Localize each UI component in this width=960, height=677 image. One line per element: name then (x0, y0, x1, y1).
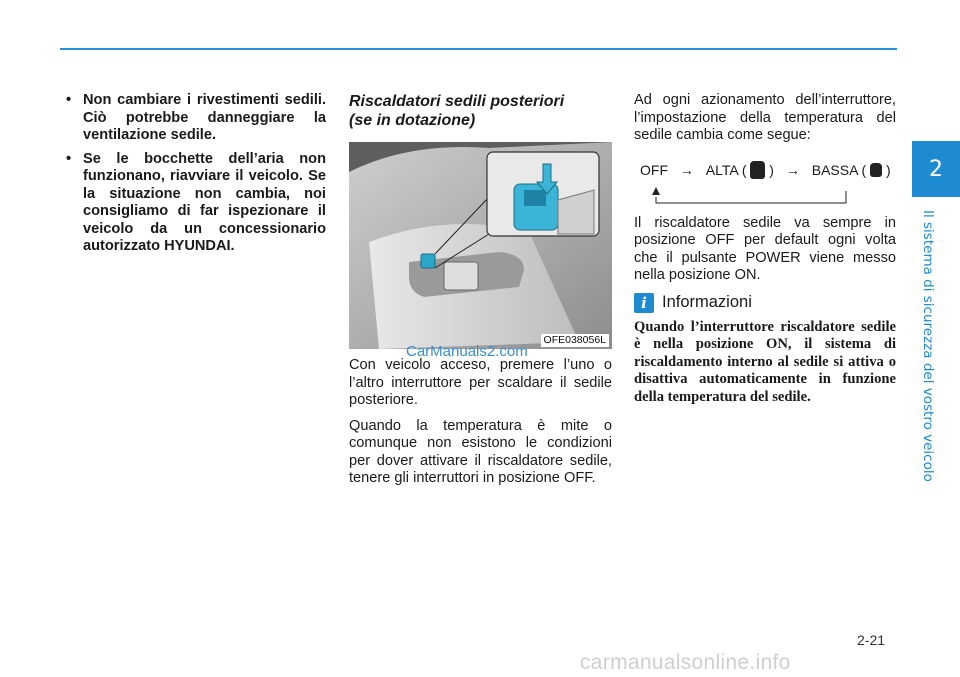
chapter-number-tab (912, 141, 960, 197)
arrow-icon: → (679, 161, 694, 178)
bullet-item (64, 92, 326, 145)
bullet-dot-icon: • (66, 150, 72, 167)
info-text: Quando l’interruttore riscaldatore sedile è nella posizione ON, il sistema di riscaldamento interno al sedile si attiva o disattiva automaticamente in funzione della temperatura del sedile. (634, 318, 896, 405)
mode-close-paren: ) (769, 161, 774, 178)
paragraph: Con veicolo acceso, premere l’uno o l’altro interruttore per scaldare il sedile posteriore. (349, 357, 612, 408)
bullet-text: Se le bocchette dell’aria non funzionano, riavviare il veicolo. Se la situazione non cambia, noi consigliamo di far ispezionare il veicolo da un concessionario autorizzato HYUNDAI. (83, 150, 326, 254)
info-header (634, 293, 896, 313)
watermark-footer: carmanualsonline.info (580, 651, 791, 674)
paragraph: Ad ogni azionamento dell’interruttore, l’impostazione della temperatura del sedile cambia come segue: (634, 92, 896, 143)
section-heading (349, 92, 612, 130)
column-1 (64, 92, 326, 262)
mode-high-label: ALTA ( (705, 161, 747, 178)
bullet-text: Non cambiare i rivestimenti sedili. Ciò potrebbe danneggiare la ventilazione sedile. (83, 92, 326, 143)
chapter-number: 2 (929, 156, 943, 182)
info-icon: i (634, 293, 654, 313)
mode-close-paren: ) (885, 161, 891, 178)
column-3 (634, 92, 896, 406)
bullet-dot-icon: • (66, 92, 72, 108)
section-heading-line1: Riscaldatori sedili posteriori (349, 93, 565, 110)
door-panel-illustration (349, 142, 612, 349)
return-arrow-icon (634, 153, 896, 211)
chapter-title-container (918, 210, 942, 482)
figure-code: OFE038056L (541, 334, 609, 347)
heating-mode-diagram (634, 153, 896, 211)
section-heading-line2: (se in dotazione) (349, 112, 476, 129)
door-switch-figure (349, 142, 612, 349)
column-2 (349, 92, 612, 496)
page-number: 2-21 (857, 632, 886, 648)
mode-low-label: BASSA ( (811, 161, 867, 178)
mode-off-label: OFF (640, 161, 668, 178)
info-title: Informazioni (662, 293, 752, 311)
paragraph: Il riscaldatore sedile va sempre in posizione OFF per default ogni volta che il pulsante POWER viene messo nella posizione ON. (634, 214, 896, 283)
arrow-icon: → (785, 161, 800, 178)
chapter-title: Il sistema di sicurezza del vostro veicolo (920, 210, 936, 482)
watermark-mid: CarManuals2.com (406, 343, 528, 360)
paragraph: Quando la temperatura è mite o comunque non esistono le condizioni per dover attivare il riscaldatore sedile, tenere gli interruttori in posizione OFF. (349, 417, 612, 486)
bullet-item (64, 151, 326, 256)
top-rule (60, 48, 897, 50)
